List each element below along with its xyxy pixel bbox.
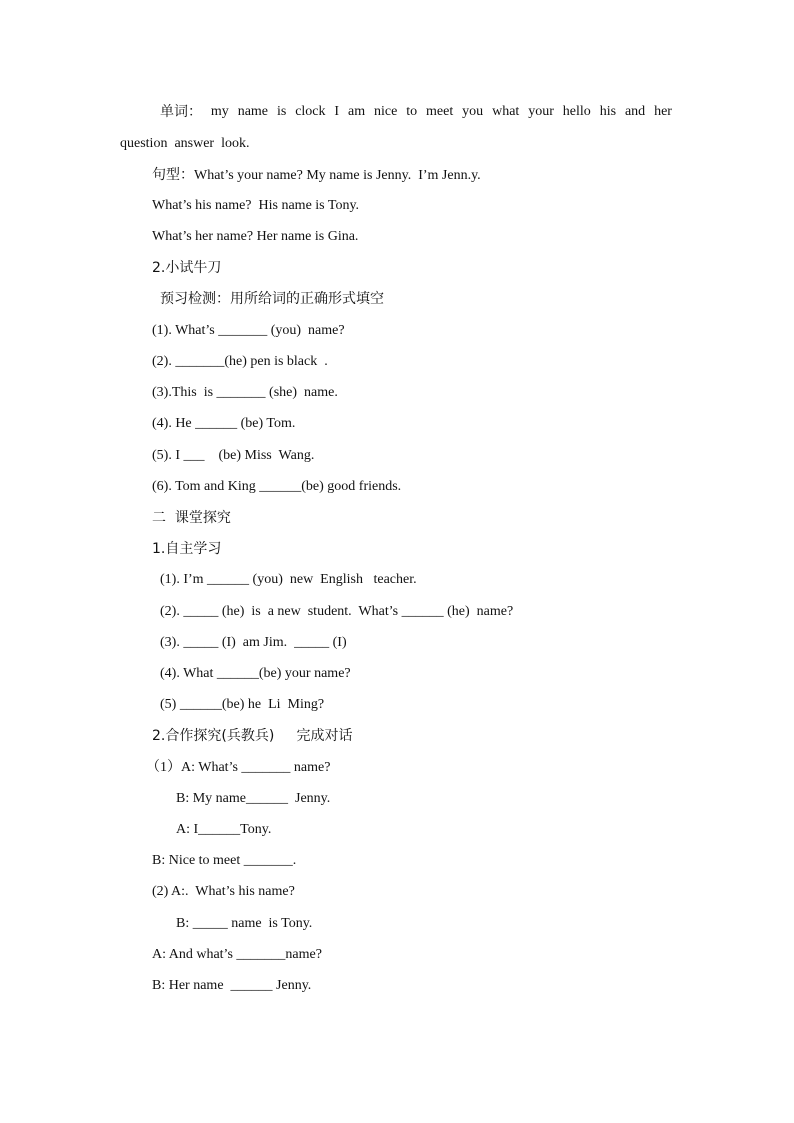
vocab-word: am bbox=[348, 104, 366, 119]
exercise-item: (6). Tom and King ______(be) good friends. bbox=[152, 479, 402, 494]
pattern-label: 句型： bbox=[152, 167, 194, 183]
section-explore-heading: 二 课堂探究 bbox=[152, 510, 231, 526]
vocab-word: to bbox=[406, 104, 418, 119]
exercise-item: (1). I’m ______ (you) new English teacher. bbox=[160, 572, 417, 587]
vocab-word: her bbox=[654, 104, 672, 119]
vocab-word: hello bbox=[562, 104, 591, 119]
vocab-line-1 bbox=[160, 103, 672, 121]
vocab-word: your bbox=[528, 104, 554, 119]
pattern-text: What’s your name? My name is Jenny. I’m Jenn.y. bbox=[194, 168, 481, 183]
dialog-line: A: And what’s _______name? bbox=[152, 947, 322, 962]
exercise-item: (4). He ______ (be) Tom. bbox=[152, 416, 296, 431]
pattern-line-1 bbox=[152, 166, 481, 185]
exercise-item: (2). _____ (he) is a new student. What’s ______ (he) name? bbox=[160, 604, 514, 619]
exercise-item: (5). I ___ (be) Miss Wang. bbox=[152, 448, 315, 463]
pattern-line-2: What’s his name? His name is Tony. bbox=[152, 198, 360, 213]
vocab-word: his bbox=[599, 104, 617, 119]
dialog-line: B: Nice to meet _______. bbox=[152, 853, 297, 868]
vocab-label: 单词： bbox=[160, 104, 202, 120]
exercise-item: (3).This is _______ (she) name. bbox=[152, 385, 338, 400]
exercise-item: (5) ______(be) he Li Ming? bbox=[160, 697, 325, 712]
exercise-item: (3). _____ (I) am Jim. _____ (I) bbox=[160, 635, 347, 650]
vocab-word: meet bbox=[426, 104, 454, 119]
vocab-word: what bbox=[492, 104, 520, 119]
vocab-word: and bbox=[624, 104, 646, 119]
dialog-line: (2) A:. What’s his name? bbox=[152, 884, 295, 899]
dialog-line: B: My name______ Jenny. bbox=[176, 791, 331, 806]
exercise-item: (2). _______(he) pen is black . bbox=[152, 354, 328, 369]
section-trial-heading: 2.小试牛刀 bbox=[152, 260, 222, 276]
dialog-line: A: I______Tony. bbox=[176, 822, 272, 837]
cooperate-heading: 2.合作探究(兵教兵) 完成对话 bbox=[152, 728, 353, 744]
pattern-line-3: What’s her name? Her name is Gina. bbox=[152, 229, 359, 244]
vocab-word: my bbox=[210, 104, 229, 119]
section-trial-subheading: 预习检测：用所给词的正确形式填空 bbox=[160, 291, 384, 307]
dialog-line: B: _____ name is Tony. bbox=[176, 916, 313, 931]
vocab-word: you bbox=[462, 104, 484, 119]
dialog-line: B: Her name ______ Jenny. bbox=[152, 978, 312, 993]
vocab-word: is bbox=[276, 104, 287, 119]
vocab-word: name bbox=[237, 104, 269, 119]
vocab-word: clock bbox=[295, 104, 326, 119]
exercise-item: (1). What’s _______ (you) name? bbox=[152, 323, 345, 338]
self-study-heading: 1.自主学习 bbox=[152, 541, 222, 557]
vocab-word: I bbox=[334, 104, 340, 119]
exercise-item: (4). What ______(be) your name? bbox=[160, 666, 351, 681]
dialog-line: （1）A: What’s _______ name? bbox=[146, 760, 331, 775]
vocab-word: nice bbox=[374, 104, 398, 119]
vocab-line-2: question answer look. bbox=[120, 136, 250, 151]
